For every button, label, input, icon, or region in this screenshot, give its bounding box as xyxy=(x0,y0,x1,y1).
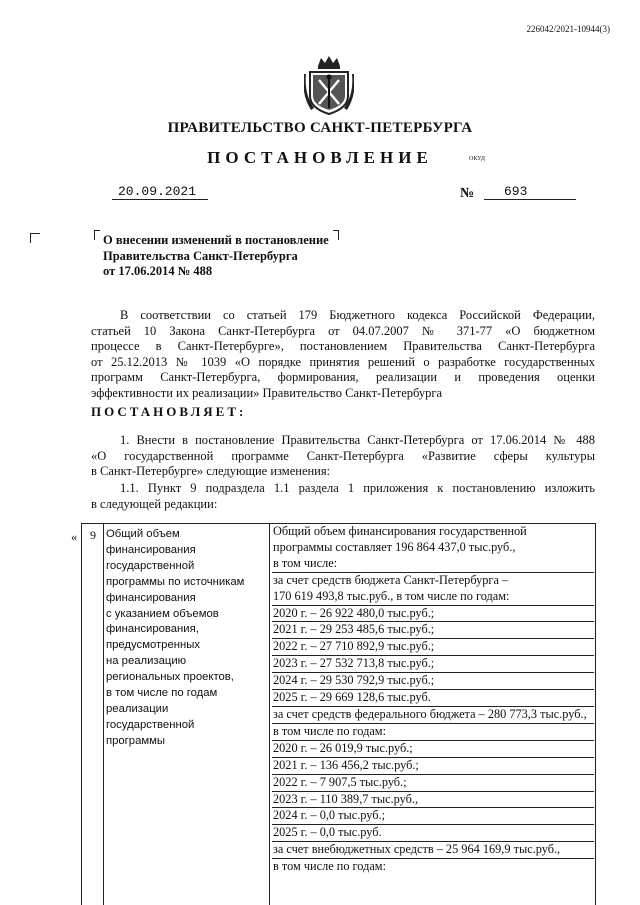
subject-line: Правительства Санкт-Петербурга xyxy=(103,248,298,263)
cell-line: на реализацию xyxy=(106,655,187,668)
cell-line: в том числе по годам xyxy=(106,687,218,700)
value-line: 170 619 493,8 тыс.руб., в том числе по годам: xyxy=(272,589,594,606)
preamble-paragraph xyxy=(91,308,595,401)
value-line: в том числе по годам: xyxy=(272,724,594,741)
cell-line: с указанием объемов xyxy=(106,607,219,620)
paragraph-line: 1. Внести в постановление Правительства Санкт-Петербурга от 17.06.2014 № 488 xyxy=(120,433,595,447)
resolves-heading: ПОСТАНОВЛЯЕТ: xyxy=(91,404,247,419)
value-line: 2022 г. – 7 907,5 тыс.руб.; xyxy=(272,775,594,792)
value-line: 2022 г. – 27 710 892,9 тыс.руб.; xyxy=(272,639,594,656)
row-value-cell xyxy=(272,524,594,875)
value-line: 2020 г. – 26 019,9 тыс.руб.; xyxy=(272,741,594,758)
subject-line: О внесении изменений в постановление xyxy=(103,233,329,247)
subject-line: от 17.06.2014 № 488 xyxy=(103,264,213,278)
subject-bracket-left xyxy=(94,230,100,240)
document-date: 20.09.2021 xyxy=(112,184,208,200)
item-1-1-paragraph xyxy=(91,481,595,512)
value-line: за счет средств федерального бюджета – 280 773,3 тыс.руб., xyxy=(272,707,594,724)
paragraph-line: процессе в Санкт-Петербурге», постановлением Правительства Санкт-Петербурга xyxy=(91,339,595,353)
cell-line: финансирования, xyxy=(106,623,199,636)
coat-of-arms-emblem xyxy=(304,54,354,116)
paragraph-line: в Санкт-Петербурге» следующие изменения: xyxy=(91,464,331,478)
paragraph-line: статьей 10 Закона Санкт-Петербурга от 04.07.2007 № 371-77 «О бюджетном xyxy=(91,323,595,338)
margin-corner-mark xyxy=(30,233,40,243)
value-line: 2020 г. – 26 922 480,0 тыс.руб.; xyxy=(272,606,594,623)
cell-line: финансирования xyxy=(106,543,196,556)
table-column-divider xyxy=(269,524,270,905)
value-line: 2021 г. – 136 456,2 тыс.руб.; xyxy=(272,758,594,775)
value-line: 2025 г. – 29 669 128,6 тыс.руб. xyxy=(272,690,594,707)
cell-line: региональных проектов, xyxy=(106,671,234,684)
cell-line: программы по источникам xyxy=(106,575,245,588)
paragraph-line: эффективности их реализации» Правительство Санкт-Петербурга xyxy=(91,385,443,400)
paragraph-line: 1.1. Пункт 9 подраздела 1.1 раздела 1 приложения к постановлению изложить xyxy=(120,481,595,495)
document-type-title: ПОСТАНОВЛЕНИЕ xyxy=(207,148,433,167)
value-line: в том числе по годам: xyxy=(273,859,387,874)
cell-line: предусмотренных xyxy=(106,639,200,652)
paragraph-line: от 25.12.2013 № 1039 «О порядке принятия решений о разработке государственных xyxy=(91,354,595,369)
value-line: 2023 г. – 110 389,7 тыс.руб., xyxy=(272,792,594,809)
item-1-paragraph xyxy=(91,433,595,480)
cell-line: финансирования xyxy=(106,591,196,604)
okud-label: ОКУД xyxy=(469,156,485,162)
cell-line: государственной xyxy=(106,559,195,572)
row-name-cell xyxy=(106,527,244,750)
cell-line: Общий объем xyxy=(106,528,180,540)
value-line: программы составляет 196 864 437,0 тыс.руб., xyxy=(273,539,516,554)
paragraph-line: в следующей редакции: xyxy=(91,496,218,511)
value-line: за счет внебюджетных средств – 25 964 169,9 тыс.руб., xyxy=(272,842,594,859)
value-line: Общий объем финансирования государственной xyxy=(273,524,527,538)
cell-line: программы xyxy=(106,734,166,747)
table-column-divider xyxy=(103,524,104,905)
financing-table xyxy=(81,523,596,905)
document-number: 226042/2021-10944(3) xyxy=(526,24,610,34)
cell-line: государственной xyxy=(106,718,195,731)
paragraph-line: программ Санкт-Петербурга, формирования, реализации и проведения оценки xyxy=(91,370,595,384)
paragraph-line: В соответствии со статьей 179 Бюджетного кодекса Российской Федерации, xyxy=(120,308,595,322)
value-line: 2025 г. – 0,0 тыс.руб. xyxy=(272,825,594,842)
subject-heading xyxy=(103,233,329,280)
government-title: ПРАВИТЕЛЬСТВО САНКТ-ПЕТЕРБУРГА xyxy=(167,120,473,136)
document-number-field: 693 xyxy=(484,184,576,200)
cell-line: реализации xyxy=(106,702,169,715)
value-line: за счет средств бюджета Санкт-Петербурга – xyxy=(273,572,509,587)
value-line: 2024 г. – 29 530 792,9 тыс.руб.; xyxy=(272,673,594,690)
value-line: 2024 г. – 0,0 тыс.руб.; xyxy=(272,808,594,825)
value-line: в том числе: xyxy=(272,556,594,573)
row-number: 9 xyxy=(90,528,96,542)
value-line: 2021 г. – 29 253 485,6 тыс.руб.; xyxy=(272,622,594,639)
number-label: № xyxy=(460,186,475,201)
value-line: 2023 г. – 27 532 713,8 тыс.руб.; xyxy=(272,656,594,673)
open-quote-mark: « xyxy=(71,530,78,544)
subject-bracket-right xyxy=(333,230,339,240)
paragraph-line: «О государственной программе Санкт-Петербурга «Развитие сферы культуры xyxy=(91,448,595,463)
